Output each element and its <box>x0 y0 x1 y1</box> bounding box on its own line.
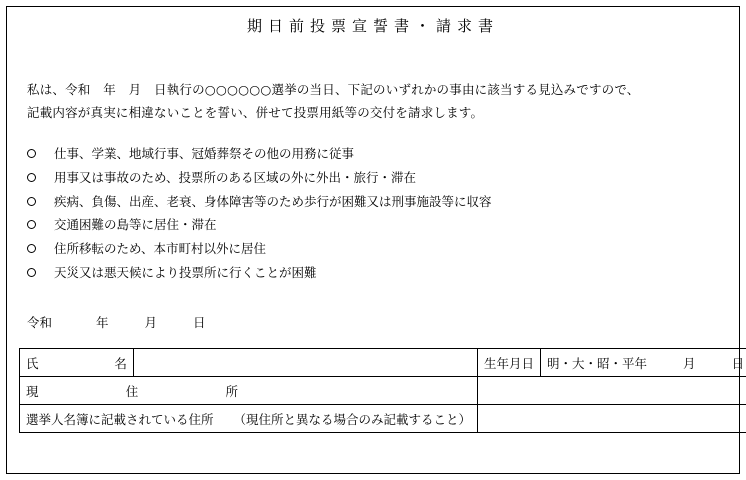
reason-item[interactable] <box>27 169 492 193</box>
checkbox-circle-icon[interactable] <box>27 268 36 277</box>
signing-date <box>27 313 205 331</box>
checkbox-circle-icon[interactable] <box>27 149 36 158</box>
birth-day: 日 <box>731 355 745 371</box>
reason-item[interactable] <box>27 264 492 288</box>
registered-address-label: 選挙人名簿に記載されている住所 （現住所と異なる場合のみ記載すること） <box>20 405 478 433</box>
table-row <box>20 349 746 377</box>
name-label: 氏 名 <box>20 349 134 377</box>
reason-text: 用事又は事故のため、投票所のある区域の外に外出・旅行・滞在 <box>54 169 417 185</box>
reason-text: 交通困難の島等に居住・滞在 <box>54 217 217 233</box>
date-year: 年 <box>95 315 109 330</box>
registered-address-field[interactable] <box>478 405 746 433</box>
registered-address-note: （現住所と異なる場合のみ記載すること） <box>233 411 471 427</box>
checkbox-circle-icon[interactable] <box>27 244 36 253</box>
address-field[interactable] <box>478 377 746 405</box>
birth-field[interactable] <box>541 349 746 377</box>
checkbox-circle-icon[interactable] <box>27 197 36 206</box>
checkbox-circle-icon[interactable] <box>27 173 36 182</box>
date-month: 月 <box>144 315 157 330</box>
form-title: 期日前投票宣誓書・請求書 <box>246 17 499 35</box>
birth-eras: 明・大・昭・平 <box>547 355 635 371</box>
table-row <box>20 377 746 405</box>
reason-item[interactable] <box>27 216 492 240</box>
reason-text: 天災又は悪天候により投票所に行くことが困難 <box>54 264 317 280</box>
birth-year: 年 <box>634 355 648 371</box>
date-era: 令和 <box>27 315 53 330</box>
statement-line-1: 私は、令和 年 月 日執行の○○○○○○選挙の当日、下記のいずれかの事由に該当する見込みですので、 <box>27 82 640 97</box>
voter-info-table <box>19 348 746 433</box>
reason-text: 疾病、負傷、出産、老衰、身体障害等のため歩行が困難又は刑事施設等に収容 <box>54 193 492 209</box>
reason-list <box>27 145 492 288</box>
statement-line-2: 記載内容が真実に相違ないことを誓い、併せて投票用紙等の交付を請求します。 <box>27 105 484 120</box>
name-field[interactable] <box>133 349 477 377</box>
reason-text: 住所移転のため、本市町村以外に居住 <box>54 241 267 257</box>
date-day: 日 <box>192 315 206 330</box>
birth-month: 月 <box>683 355 696 371</box>
reason-item[interactable] <box>27 193 492 217</box>
table-row <box>20 405 746 433</box>
checkbox-circle-icon[interactable] <box>27 220 36 229</box>
reason-item[interactable] <box>27 240 492 264</box>
reason-text: 仕事、学業、地域行事、冠婚葬祭その他の用務に従事 <box>54 146 355 161</box>
birth-label: 生年月日 <box>478 349 541 377</box>
address-label: 現 住 所 <box>20 377 478 405</box>
reason-item[interactable] <box>27 145 492 169</box>
